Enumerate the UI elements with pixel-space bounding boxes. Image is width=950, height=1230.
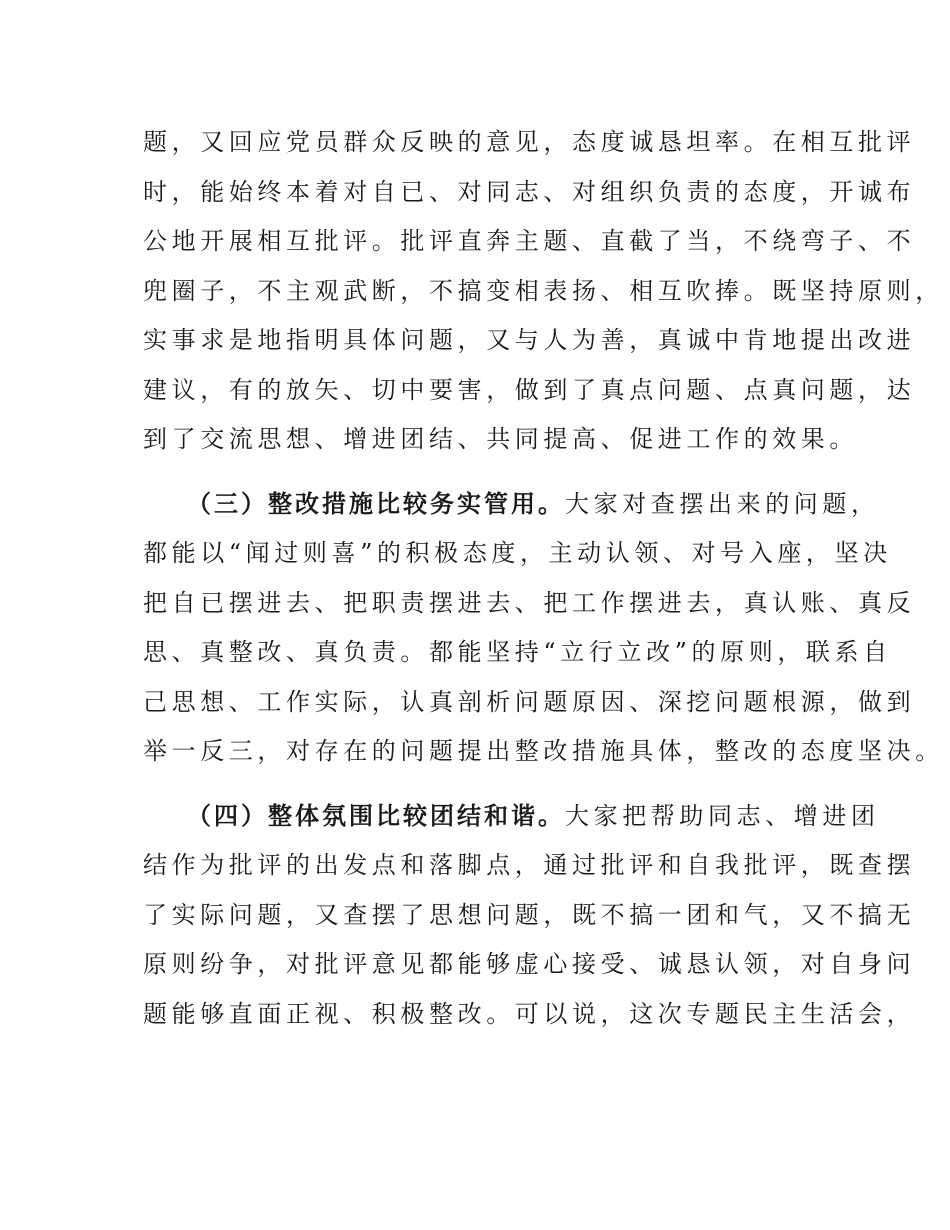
text-line: 原则纷争，对批评意见都能够虚心接受、诚恳认领，对自身问 (143, 950, 916, 978)
text-line: 时，能始终本着对自已、对同志、对组织负责的态度，开诚布 (143, 177, 916, 206)
section-heading: （四）整体氛围比较团结和谐。 (187, 801, 565, 830)
text-line: 结作为批评的出发点和落脚点，通过批评和自我批评，既查摆 (143, 851, 916, 879)
text-line: 了实际问题，又查摆了思想问题，既不搞一团和气，又不搞无 (143, 900, 916, 929)
text-line: 题能够直面正视、积极整改。可以说，这次专题民主生活会， (143, 999, 916, 1028)
text-line (143, 480, 880, 530)
text-line: 都能以“闻过则喜”的积极态度，主动认领、对号入座，坚决 (143, 539, 892, 567)
paragraph-spacer (143, 465, 823, 480)
text-line: 公地开展相互批评。批评直奔主题、直截了当，不绕弯子、不 (143, 227, 916, 255)
section-heading: （三）整改措施比较务实管用。 (187, 489, 565, 518)
text-line: 思、真整改、真负责。都能坚持“立行立改”的原则，联系自 (143, 638, 892, 666)
text-run: 大家把帮助同志、增进团 (565, 801, 880, 830)
paragraph (143, 792, 916, 1040)
text-line: 己思想、工作实际，认真剖析问题原因、深挖问题根源，做到 (143, 687, 916, 716)
text-line: 把自已摆进去、把职责摆进去、把工作摆进去，真认账、真反 (143, 588, 916, 617)
text-line: 实事求是地指明具体问题，又与人为善，真诚中肯地提出改进 (143, 326, 916, 354)
text-run: 大家对查摆出来的问题， (565, 489, 880, 518)
text-line: 举一反三，对存在的问题提出整改措施具体，整改的态度坚决。 (143, 737, 944, 765)
paragraph (143, 118, 944, 465)
text-line: 到了交流思想、增进团结、共同提高、促进工作的效果。 (143, 425, 858, 453)
text-line: 兜圈子，不主观武断，不搞变相表扬、相互吹捧。既坚持原则， (143, 276, 944, 305)
document-body (143, 118, 944, 1039)
paragraph (143, 480, 944, 777)
text-line: 题，又回应党员群众反映的意见，态度诚恳坦率。在相互批评 (143, 128, 916, 156)
text-line: 建议，有的放矢、切中要害，做到了真点问题、点真问题，达 (143, 375, 916, 404)
paragraph-spacer (143, 777, 823, 792)
text-line (143, 792, 880, 842)
